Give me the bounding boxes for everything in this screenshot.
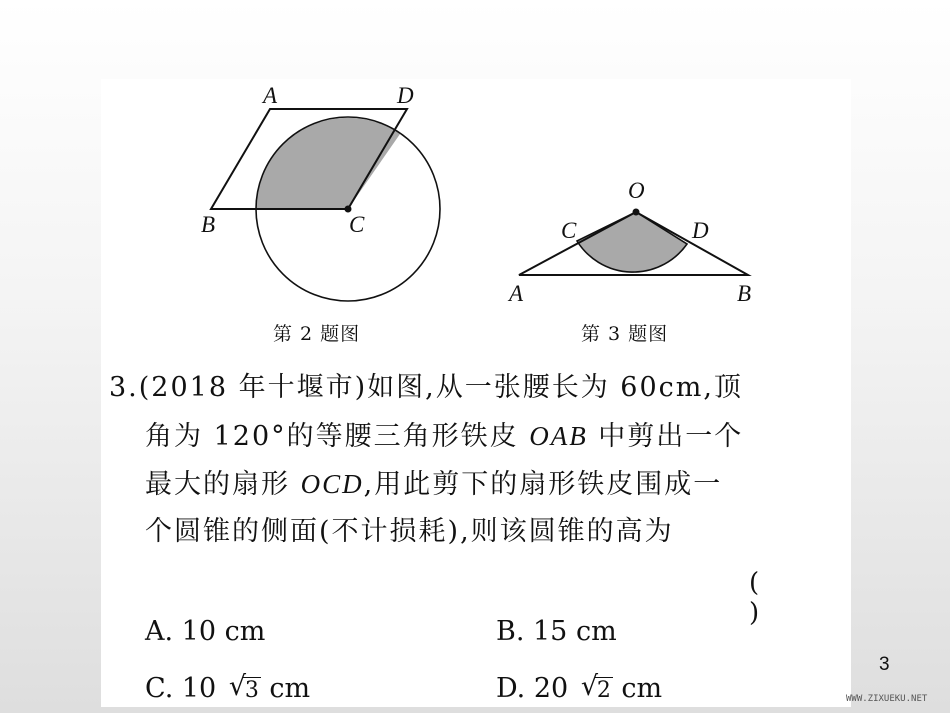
fig3-label-a: A <box>509 281 524 306</box>
figure-3-caption: 第 3 题图 <box>581 323 669 345</box>
option-d-value: D. 20 <box>496 673 569 704</box>
watermark: WWW.ZIXUEKU.NET <box>846 694 928 704</box>
figure-2-caption: 第 2 题图 <box>273 323 361 345</box>
fig2-label-b: B <box>201 212 216 237</box>
fig3-label-b: B <box>737 281 752 306</box>
fig2-label-a: A <box>263 83 278 108</box>
fig3-point-o <box>633 209 640 216</box>
fig3-label-o: O <box>628 178 645 203</box>
figure-2 <box>201 83 440 301</box>
sqrt-symbol: √ 2 <box>580 671 611 703</box>
option-c-unit: cm <box>269 673 311 704</box>
question-line-2-tail: 中剪出一个 <box>587 421 744 452</box>
question-line-3 <box>145 467 722 502</box>
fig2-label-d: D <box>397 83 414 108</box>
figure-3 <box>507 178 751 306</box>
fig2-label-c: C <box>349 212 365 237</box>
sector-name: OCD <box>300 469 364 499</box>
sqrt-symbol: √ 3 <box>228 671 259 703</box>
fig3-label-c: C <box>561 218 577 243</box>
option-a[interactable]: A. 10 cm <box>145 616 266 647</box>
question-line-4: 个圆锥的侧面(不计损耗),则该圆锥的高为 <box>145 516 674 547</box>
page-number: 3 <box>879 654 890 675</box>
figures-area <box>101 79 851 369</box>
option-c[interactable] <box>145 673 310 704</box>
triangle-name: OAB <box>529 421 588 451</box>
option-d-radicand: 2 <box>596 678 611 703</box>
question-line-2 <box>145 419 743 454</box>
question-line-2-text: 角为 120°的等腰三角形铁皮 <box>145 421 530 452</box>
option-c-value: C. 10 <box>145 673 217 704</box>
answer-bracket[interactable]: ( ) <box>749 568 820 628</box>
fig3-shaded-sector <box>577 212 687 272</box>
option-b[interactable]: B. 15 cm <box>496 616 617 647</box>
question-line-3-tail: ,用此剪下的扇形铁皮围成一 <box>363 469 723 500</box>
fig3-label-d: D <box>692 218 709 243</box>
option-d-unit: cm <box>621 673 663 704</box>
option-c-radicand: 3 <box>244 678 259 703</box>
option-d[interactable] <box>496 673 662 704</box>
question-line-3-text: 最大的扇形 <box>145 469 301 500</box>
fig2-shaded-sector <box>256 118 400 209</box>
worksheet-page <box>101 79 851 707</box>
question-line-1: 3.(2018 年十堰市)如图,从一张腰长为 60cm,顶 <box>109 372 743 403</box>
